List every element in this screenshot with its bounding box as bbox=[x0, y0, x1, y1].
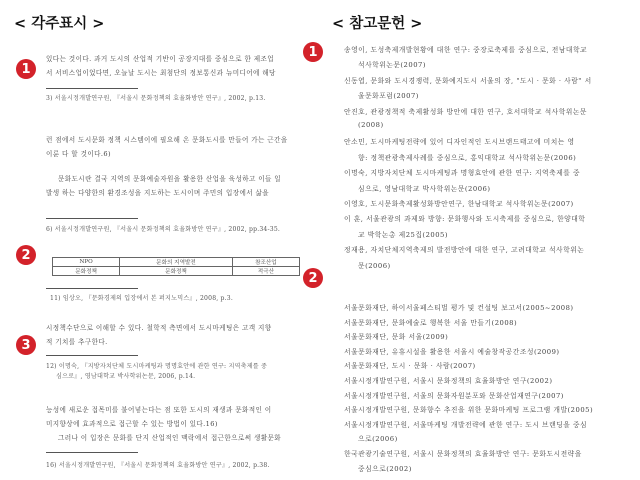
reference-entry-line: (2008) bbox=[358, 121, 384, 129]
reference-entry-line: 서울시정개발연구원, 서울마케팅 개발전략에 관한 연구: 도시 브랜딩을 중심 bbox=[344, 420, 588, 429]
reference-entry-line: 서울시정개발연구원, 서울시 문화정책의 효율화방안 연구(2002) bbox=[344, 377, 553, 385]
reference-entry-line: 이영호, 도시문화축제활성화방안연구, 한남대학교 석사학위논문(2007) bbox=[344, 200, 574, 208]
marker-badge-1: 1 bbox=[16, 59, 36, 79]
footnote-text: 3) 서울시정개발연구원, 『서울시 문화정책의 효율화방안 연구』, 2002, p.13. bbox=[46, 95, 266, 102]
body-text-line: 문화도시란 결국 지역의 문화예술자원을 활용한 산업을 육성하고 이들 일 bbox=[58, 175, 282, 183]
reference-entry-line: 이 훈, 서울관광의 과제와 방향: 문화행사와 도시축제를 중심으로, 한양대학 bbox=[344, 215, 586, 224]
footnote-rule bbox=[46, 88, 138, 89]
reference-entry-line: 서울문화재단, 도시 · 문화 · 사람(2007) bbox=[344, 362, 476, 371]
body-text-line: 서 서비스업이었다면, 오늘날 도시는 최첨단의 정보통신과 뉴미디어에 해당 bbox=[46, 69, 276, 77]
reference-entry-line: 서울문화재단, 문화예술로 행복한 서울 만들기(2008) bbox=[344, 318, 518, 327]
reference-entry-line: 서울시정개발연구원, 문화향수 추진을 위한 문화마케팅 프로그램 개발(2005) bbox=[344, 406, 594, 415]
marker-badge-3: 3 bbox=[16, 335, 36, 355]
body-text-line: 적 기치를 추구한다. bbox=[46, 338, 108, 346]
table-cell: NPO bbox=[53, 258, 120, 267]
body-text-line: 있다는 것이다. 과거 도시의 산업적 기반이 공장지대를 중심으로 한 제조업 bbox=[46, 55, 275, 63]
footnote-rule bbox=[46, 355, 138, 356]
marker-badge-2: 2 bbox=[16, 245, 36, 265]
reference-entry-line: 석사학위논문(2007) bbox=[358, 61, 426, 70]
footnote-text: 심으로』, 영남대학교 박사학위논문, 2006, p.14. bbox=[56, 373, 196, 380]
body-text-line: 미지향상에 효과적으로 접근할 수 있는 방법이 있다.16) bbox=[46, 420, 218, 428]
footnote-text: 16) 서울시정개발연구원, 『서울시 문화정책의 효율화방안 연구』, 2002, p.38. bbox=[46, 462, 270, 469]
reference-entry-line: 신동엽, 문화와 도시경쟁력, 문화예지도시 서울의 장, "도시 · 문화 · 사람" 서 bbox=[344, 76, 592, 85]
reference-entry-line: 울문화포럼(2007) bbox=[358, 92, 419, 101]
reference-entry-line: 송영이, 도성축제개발현황에 대한 연구: 중장로축제를 중심으로, 전남대학교 bbox=[344, 46, 588, 54]
table-row bbox=[53, 267, 300, 276]
reference-entry-line: 으로(2006) bbox=[358, 435, 398, 444]
table-cell: 문화정책 bbox=[53, 267, 120, 276]
footnote-section-heading: < 각주표시 > bbox=[14, 16, 105, 32]
body-text-line: 시정책수단으로 이해할 수 있다. 철학적 측면에서 도시마케팅은 고객 지향 bbox=[46, 324, 272, 332]
table-cell: 적극산 bbox=[232, 267, 299, 276]
reference-entry-line: 한국관광기술연구원, 서울시 문화정책의 효율화방안 연구: 문화도시전략을 bbox=[344, 450, 582, 458]
reference-entry-line: 서울문화재단, 하이서울페스티벌 평가 및 컨설팅 보고서(2005~2008) bbox=[344, 304, 574, 312]
body-text-line: 이룬 다 할 것이다.6) bbox=[46, 150, 111, 158]
body-text-line: 능성에 새로운 접목미를 불어넣는다는 점 또한 도시의 재생과 문화적인 이 bbox=[46, 406, 272, 414]
reference-entry-line: 이명숙, 지방자치단체 도시마케팅과 명형효안에 관한 연구: 지역축제를 중 bbox=[344, 169, 581, 178]
reference-entry-line: 문(2006) bbox=[358, 261, 391, 270]
footnote-rule bbox=[46, 218, 138, 219]
table-row bbox=[53, 258, 300, 267]
references-section-heading: < 참고문헌 > bbox=[332, 16, 423, 32]
ref-marker-badge-1: 1 bbox=[303, 42, 323, 62]
table-cell: 문화정책 bbox=[120, 267, 233, 276]
reference-entry-line: 서울시정개발연구원, 서울의 문화자원분포와 문화산업재연구(2007) bbox=[344, 391, 564, 400]
comparison-table bbox=[52, 257, 300, 276]
reference-entry-line: 교 박학논총 제25집(2005) bbox=[358, 230, 449, 239]
body-text-line: 런 점에서 도시문화 정책 시스템이에 필요해 온 문화도시를 만들어 가는 근간을 bbox=[46, 136, 288, 144]
reference-entry-line: 안진호, 관광정책적 축제활성화 방안에 대한 연구, 호서대학교 석사학위논문 bbox=[344, 107, 587, 116]
footnote-rule bbox=[46, 288, 138, 289]
body-text-line: 발생 하는 다양한의 환경조성을 지도하는 도시이며 주민의 입장에서 삶을 bbox=[46, 189, 270, 197]
reference-entry-line: 서울문화재단, 문화 서울(2009) bbox=[344, 333, 449, 342]
reference-entry-line: 중심으로(2002) bbox=[358, 464, 412, 473]
footnote-text: 11) 임상오, 『문화경제의 입장에서 본 퍼지노믹스』, 2008, p.3. bbox=[50, 295, 234, 302]
reference-entry-line: 향: 정책관광축제사례를 중심으로, 홍익대학교 석사학위논문(2006) bbox=[358, 153, 577, 162]
table-cell: 문화의 지역발전 bbox=[120, 258, 233, 267]
reference-entry-line: 심으로, 영남대학교 박사학위논문(2006) bbox=[358, 184, 491, 193]
ref-marker-badge-2: 2 bbox=[303, 268, 323, 288]
body-text-line: 그러나 이 입장은 문화를 단지 산업적인 맥락에서 접근한으로써 생활문화 bbox=[58, 434, 282, 442]
footnote-rule bbox=[46, 452, 138, 453]
footnote-text: 12) 이명숙, 『지방자치단체 도시마케팅과 명명효안에 관한 연구: 지역축제를 중 bbox=[46, 363, 268, 370]
reference-entry-line: 정재용, 자치단체지역축제의 발전방안에 대한 연구, 고려대학교 석사학위논 bbox=[344, 246, 585, 255]
table-cell: 참조산업 bbox=[232, 258, 299, 267]
footnote-text: 6) 서울시정개발연구원, 『서울시 문화정책의 효율화방안 연구』, 2002, pp.34-35. bbox=[46, 226, 281, 233]
reference-entry-line: 안소민, 도시마케팅전략에 있어 디자인적인 도시브랜드태고에 미치는 영 bbox=[344, 138, 575, 147]
reference-entry-line: 서울문화재단, 유휴시설을 활용한 서울시 예술창작공간조성(2009) bbox=[344, 347, 560, 356]
